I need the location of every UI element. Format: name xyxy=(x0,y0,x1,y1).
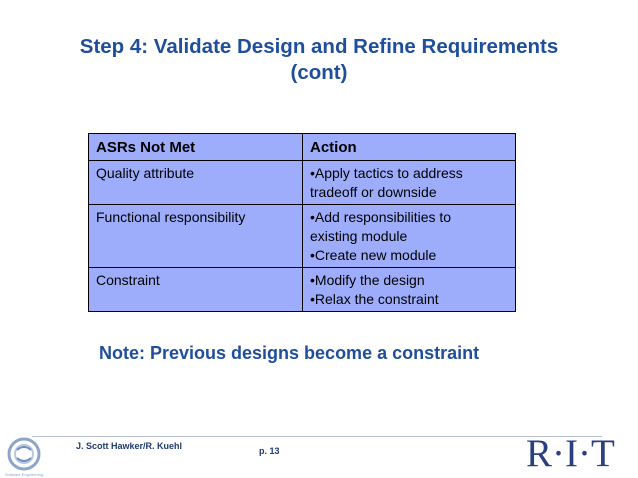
table-cell-action xyxy=(303,268,516,312)
action-line: tradeoff or downside xyxy=(310,184,437,200)
action-line: •Add responsibilities to xyxy=(310,209,452,225)
table-row xyxy=(89,161,516,205)
page-number: p. 13 xyxy=(259,446,280,456)
table-cell-action xyxy=(303,205,516,268)
table-header-asr: ASRs Not Met xyxy=(89,134,303,161)
action-line: •Create new module xyxy=(310,247,437,263)
footer-author: J. Scott Hawker/R. Kuehl xyxy=(76,441,183,451)
table-cell-asr: Constraint xyxy=(89,268,303,312)
software-engineering-logo-icon xyxy=(3,436,45,478)
table-cell-asr: Quality attribute xyxy=(89,161,303,205)
table-header-action: Action xyxy=(303,134,516,161)
left-logo-caption: Software Engineering xyxy=(4,472,44,477)
table-cell-action xyxy=(303,161,516,205)
table-row xyxy=(89,205,516,268)
action-line: •Apply tactics to address xyxy=(310,165,463,181)
table-row xyxy=(89,268,516,312)
action-line: existing module xyxy=(310,228,408,244)
footer-divider xyxy=(32,436,602,437)
slide-title xyxy=(20,34,618,86)
action-line: •Modify the design xyxy=(310,272,425,288)
slide-title-line1: Step 4: Validate Design and Refine Requirements xyxy=(79,35,559,58)
slide-note: Note: Previous designs become a constraint xyxy=(99,343,480,363)
table-header-row xyxy=(89,134,516,161)
table-cell-asr: Functional responsibility xyxy=(89,205,303,268)
action-line: •Relax the constraint xyxy=(310,291,439,307)
rit-logo-icon: R·I·T xyxy=(526,432,615,475)
asr-table xyxy=(88,133,516,312)
slide-title-line2: (cont) xyxy=(290,61,348,84)
